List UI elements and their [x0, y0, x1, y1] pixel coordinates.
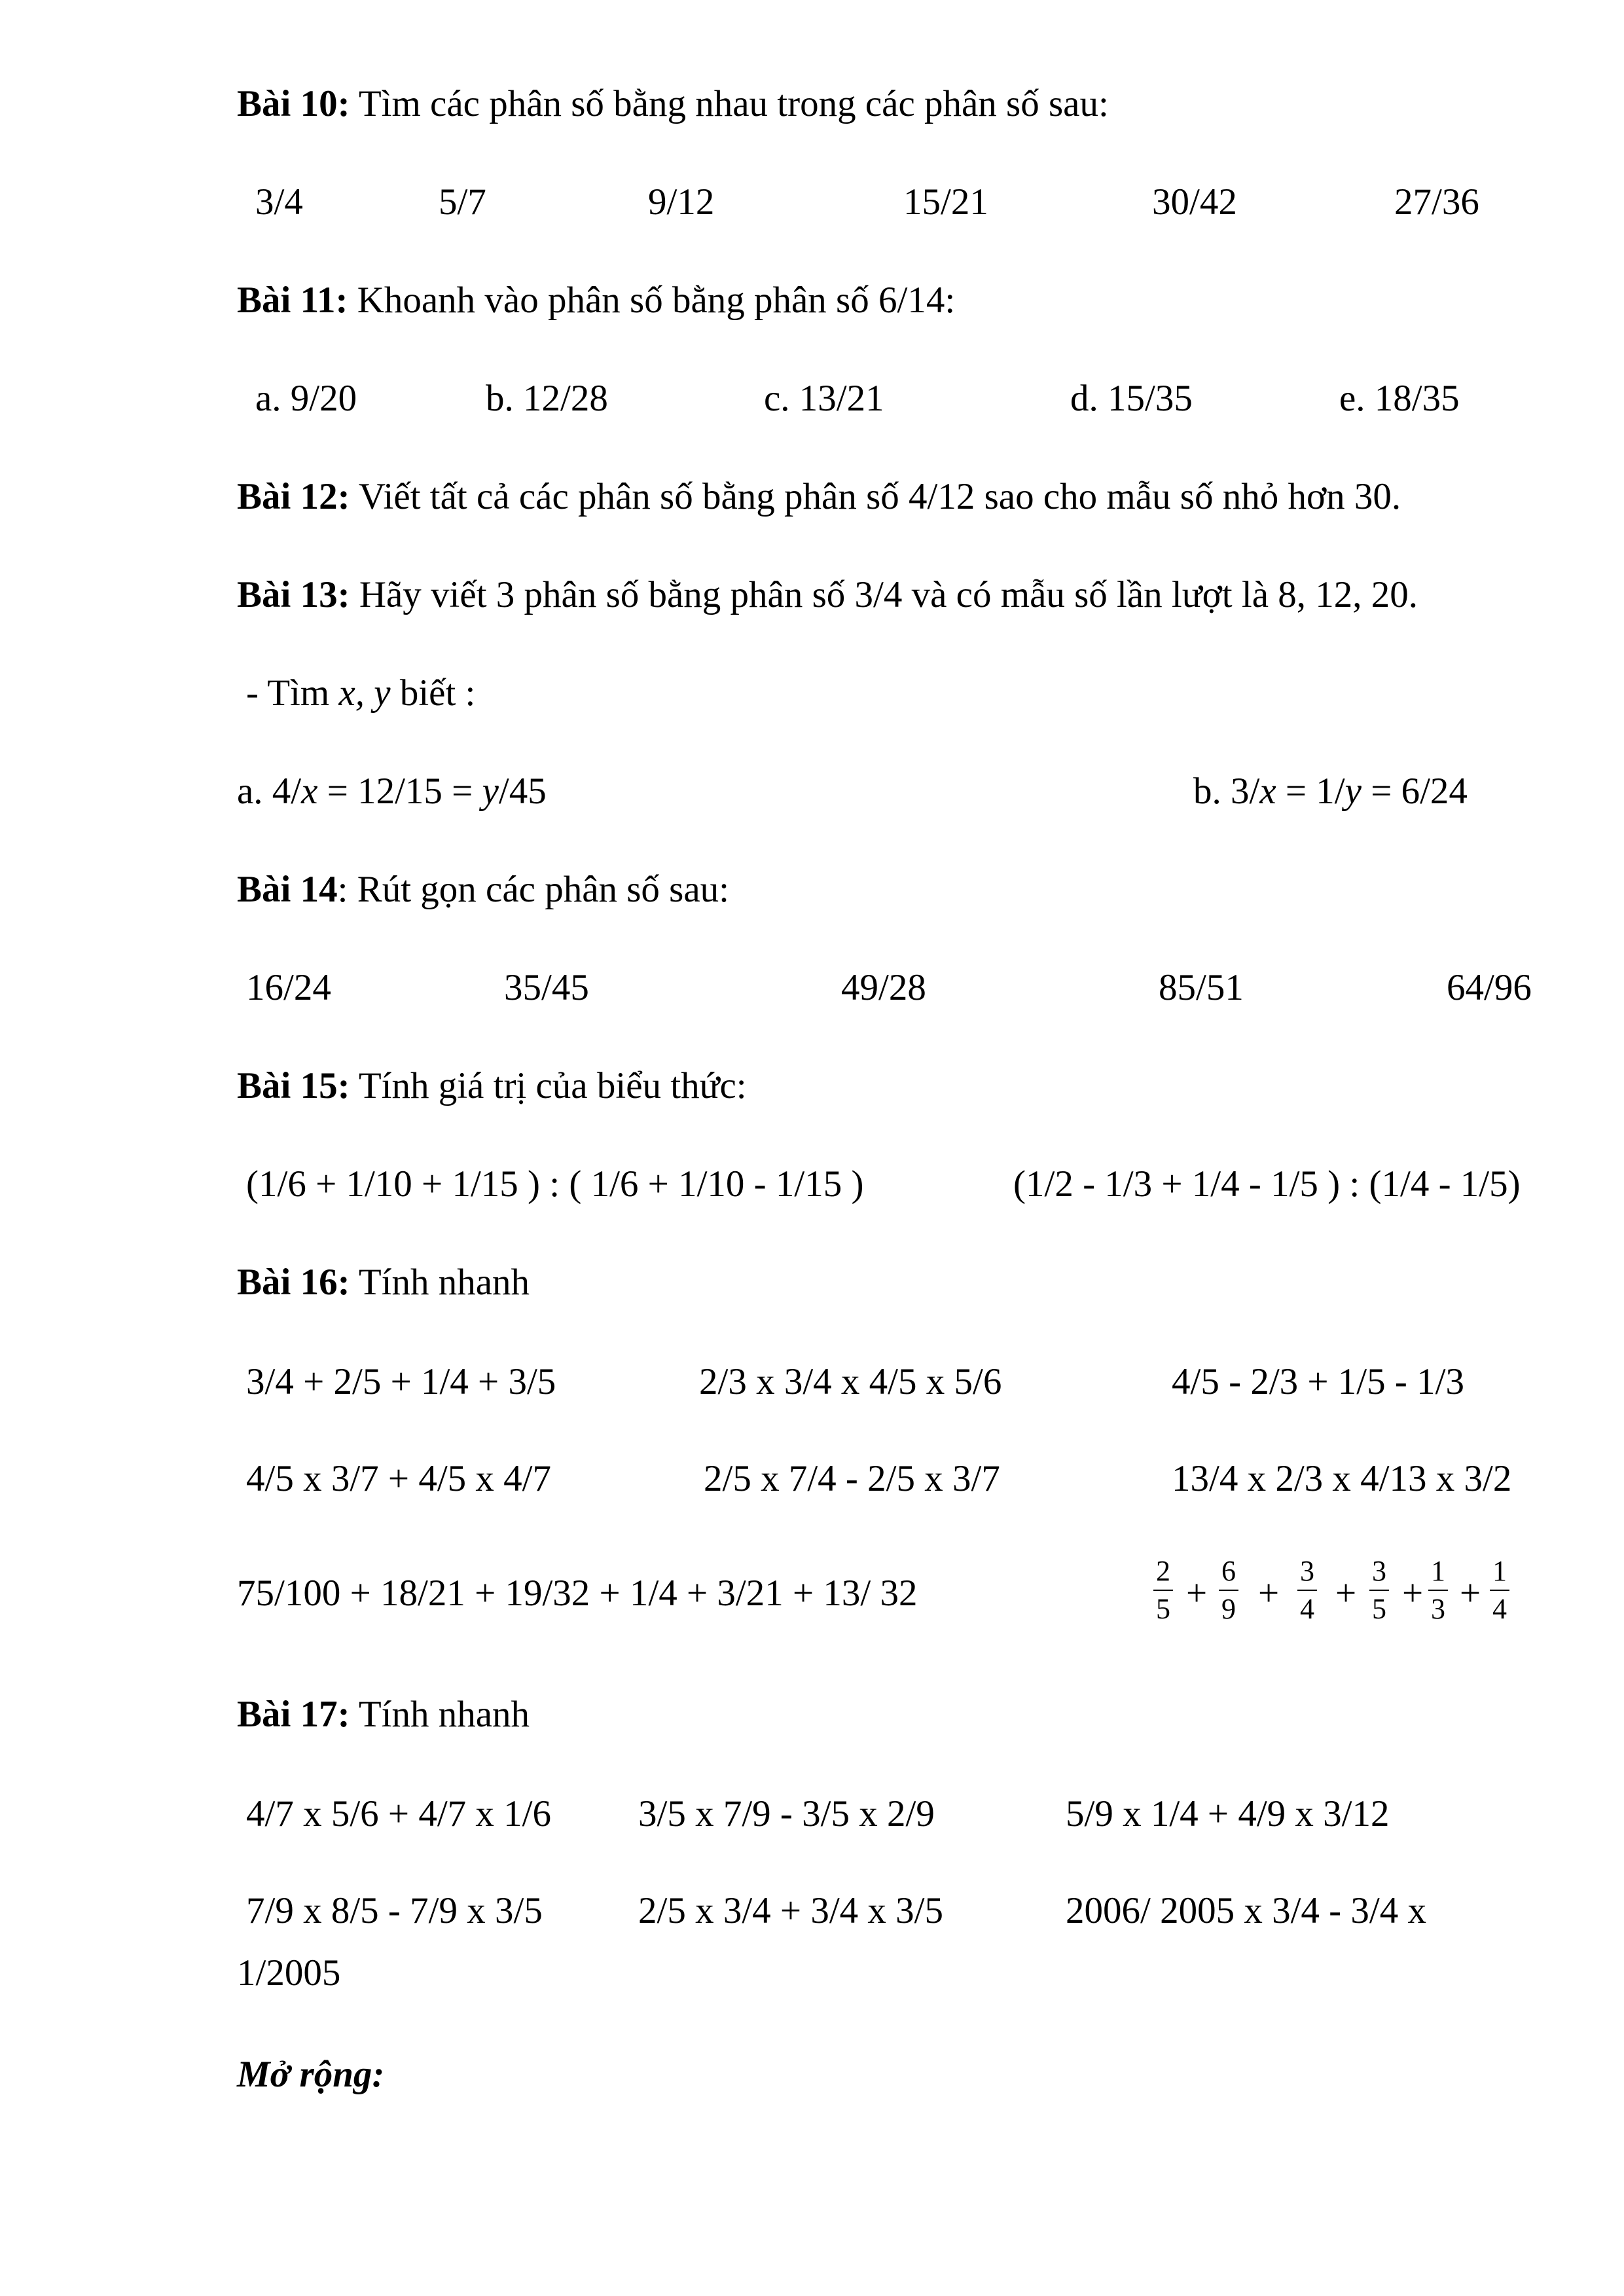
text-part: = 1/	[1276, 771, 1345, 812]
fraction-item: 64/96	[1447, 967, 1532, 1008]
expression-continuation: 1/2005	[237, 1952, 341, 1994]
expression: 5/9 x 1/4 + 4/9 x 3/12	[1066, 1793, 1390, 1834]
exercise-prompt: Viết tất cả các phân số bằng phân số 4/12 sao cho mẫu số nhỏ hơn 30.	[350, 476, 1401, 517]
variable-y: y	[1344, 771, 1362, 812]
exercise-label: Bài 10:	[237, 83, 350, 124]
numerator: 1	[1431, 1555, 1445, 1587]
text-part: /45	[498, 771, 547, 812]
text-part: biết :	[390, 672, 476, 714]
plus-sign: +	[1258, 1573, 1280, 1614]
plus-sign: +	[1460, 1573, 1481, 1614]
exercise-prompt: Tính giá trị của biểu thức:	[350, 1065, 747, 1106]
expression: 4/7 x 5/6 + 4/7 x 1/6	[246, 1793, 551, 1834]
exercise-17-heading	[237, 1696, 530, 1733]
denominator: 3	[1428, 1590, 1448, 1624]
numerator: 2	[1156, 1555, 1170, 1587]
choice-item: b. 12/28	[486, 378, 608, 419]
exercise-14-heading	[237, 871, 729, 908]
stacked-fraction	[1297, 1557, 1317, 1624]
text-part: = 12/15 =	[317, 771, 482, 812]
choice-item: a. 9/20	[255, 378, 357, 419]
exercise-prompt: Tính nhanh	[350, 1262, 530, 1303]
exercise-label: Bài 16:	[237, 1262, 350, 1303]
choice-item: d. 15/35	[1070, 378, 1193, 419]
expression: 4/5 - 2/3 + 1/5 - 1/3	[1172, 1361, 1464, 1402]
exercise-prompt: Khoanh vào phân số bằng phân số 6/14:	[348, 280, 956, 321]
denominator: 4	[1297, 1590, 1317, 1624]
exercise-prompt: Tìm các phân số bằng nhau trong các phân số sau:	[350, 83, 1109, 124]
fraction-item: 3/4	[255, 181, 303, 223]
expression: (1/2 - 1/3 + 1/4 - 1/5 ) : (1/4 - 1/5)	[1013, 1163, 1521, 1205]
exercise-13-heading	[237, 576, 1418, 613]
choice-item: c. 13/21	[764, 378, 884, 419]
fraction-item: 16/24	[246, 967, 331, 1008]
fraction-item: 9/12	[648, 181, 715, 223]
stacked-fraction	[1490, 1557, 1509, 1624]
fraction-item: 85/51	[1159, 967, 1244, 1008]
fraction-item: 27/36	[1394, 181, 1479, 223]
fraction-item: 15/21	[903, 181, 988, 223]
exercise-label: Bài 14	[237, 869, 338, 910]
expression: 2/3 x 3/4 x 4/5 x 5/6	[699, 1361, 1002, 1402]
expression: 3/5 x 7/9 - 3/5 x 2/9	[638, 1793, 935, 1834]
find-xy-instruction	[246, 674, 475, 712]
text-part: = 6/24	[1361, 771, 1468, 812]
exercise-15-heading	[237, 1067, 747, 1104]
denominator: 5	[1153, 1590, 1173, 1624]
equation-b	[1193, 773, 1468, 810]
exercise-10-heading	[237, 85, 1109, 122]
exercise-16-heading	[237, 1264, 530, 1301]
expression: 3/4 + 2/5 + 1/4 + 3/5	[246, 1361, 556, 1402]
denominator: 5	[1369, 1590, 1389, 1624]
numerator: 3	[1300, 1555, 1314, 1587]
plus-sign: +	[1186, 1573, 1208, 1614]
exercise-prompt: Tính nhanh	[350, 1694, 530, 1735]
variable-y: y	[482, 771, 499, 812]
extension-heading: Mở rộng:	[237, 2054, 385, 2095]
exercise-prompt: Hãy viết 3 phân số bằng phân số 3/4 và có mẫu số lần lượt là 8, 12, 20.	[350, 574, 1418, 615]
expression: (1/6 + 1/10 + 1/15 ) : ( 1/6 + 1/10 - 1/15 )	[246, 1163, 864, 1205]
fraction-item: 49/28	[841, 967, 926, 1008]
text-part: a. 4/	[237, 771, 302, 812]
exercise-12-heading	[237, 478, 1401, 515]
exercise-label: Bài 12:	[237, 476, 350, 517]
exercise-label: Bài 15:	[237, 1065, 350, 1106]
stacked-fraction	[1369, 1557, 1389, 1624]
expression: 75/100 + 18/21 + 19/32 + 1/4 + 3/21 + 13/ 32	[237, 1573, 918, 1614]
exercise-label: Bài 11:	[237, 280, 348, 321]
text-part: - Tìm	[246, 672, 339, 714]
expression: 7/9 x 8/5 - 7/9 x 3/5	[246, 1890, 543, 1931]
stacked-fraction	[1153, 1557, 1173, 1624]
variables: x, y	[338, 672, 391, 714]
text-part: b. 3/	[1193, 771, 1260, 812]
plus-sign: +	[1402, 1573, 1424, 1614]
stacked-fraction	[1219, 1557, 1238, 1624]
numerator: 1	[1492, 1555, 1507, 1587]
equation-a	[237, 773, 547, 810]
stacked-fraction	[1428, 1557, 1448, 1624]
choice-item: e. 18/35	[1339, 378, 1460, 419]
plus-sign: +	[1335, 1573, 1357, 1614]
expression: 4/5 x 3/7 + 4/5 x 4/7	[246, 1458, 551, 1499]
fraction-item: 30/42	[1152, 181, 1237, 223]
exercise-label: Bài 13:	[237, 574, 350, 615]
expression: 13/4 x 2/3 x 4/13 x 3/2	[1172, 1458, 1512, 1499]
denominator: 4	[1490, 1590, 1509, 1624]
denominator: 9	[1219, 1590, 1238, 1624]
numerator: 3	[1372, 1555, 1386, 1587]
expression: 2/5 x 7/4 - 2/5 x 3/7	[704, 1458, 1000, 1499]
fraction-item: 35/45	[504, 967, 589, 1008]
fraction-item: 5/7	[439, 181, 486, 223]
variable-x: x	[1259, 771, 1276, 812]
exercise-label: Bài 17:	[237, 1694, 350, 1735]
numerator: 6	[1221, 1555, 1236, 1587]
variable-x: x	[301, 771, 318, 812]
expression: 2/5 x 3/4 + 3/4 x 3/5	[638, 1890, 943, 1931]
expression: 2006/ 2005 x 3/4 - 3/4 x	[1066, 1890, 1426, 1931]
exercise-11-heading	[237, 282, 955, 319]
exercise-prompt: : Rút gọn các phân số sau:	[337, 869, 729, 910]
